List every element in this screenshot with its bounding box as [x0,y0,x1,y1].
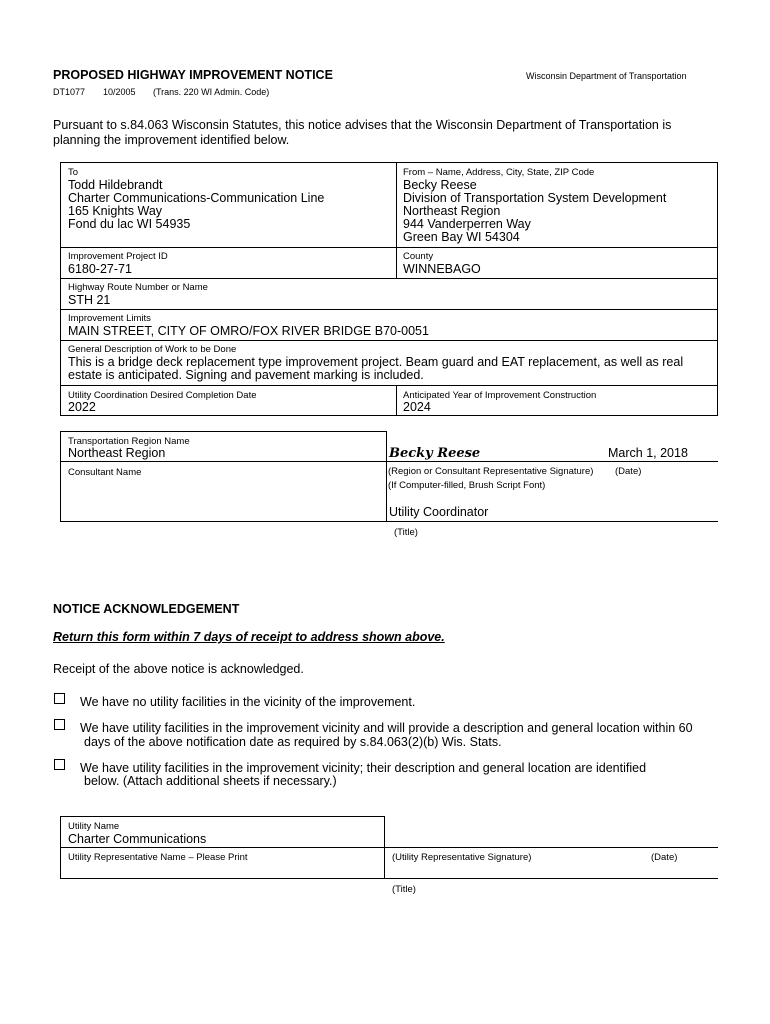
facilities-later-checkbox[interactable] [54,719,65,730]
limits-value: MAIN STREET, CITY OF OMRO/FOX RIVER BRIDGE B70-0051 [68,324,429,338]
signature-date: March 1, 2018 [608,446,688,460]
route-label: Highway Route Number or Name [68,282,208,293]
option-facilities-later-line-1: We have utility facilities in the improvement vicinity and will provide a description and general location within 60 [80,721,693,735]
return-instruction: Return this form within 7 days of receipt to address shown above. [53,630,445,644]
option-no-facilities: We have no utility facilities in the vicinity of the improvement. [80,695,416,709]
utility-date-caption: (Date) [651,852,678,863]
from-street: 944 Vanderperren Way [403,217,531,231]
utility-title-caption: (Title) [392,884,416,895]
from-name: Becky Reese [403,178,477,192]
agency-name: Wisconsin Department of Transportation [526,71,687,81]
description-line-1: This is a bridge deck replacement type improvement project. Beam guard and EAT replacement, as well as real [68,355,684,369]
option-facilities-later-line-2: days of the above notification date as required by s.84.063(2)(b) Wis. Stats. [84,735,502,749]
facilities-below-checkbox[interactable] [54,759,65,770]
form-date: 10/2005 [103,87,136,97]
to-company: Charter Communications-Communication Line [68,191,325,205]
rep-name-label: Utility Representative Name – Please Print [68,852,248,863]
representative-title: Utility Coordinator [389,505,489,519]
utility-name-label: Utility Name [68,821,120,832]
route-value: STH 21 [68,293,111,307]
title-caption: (Title) [394,527,418,538]
to-city: Fond du lac WI 54935 [68,217,191,231]
form-id: DT1077 [53,87,86,97]
form-title: PROPOSED HIGHWAY IMPROVEMENT NOTICE [53,68,333,82]
no-facilities-checkbox[interactable] [54,693,65,704]
region-name-value: Northeast Region [68,446,166,460]
font-note: (If Computer-filled, Brush Script Font) [388,480,546,491]
signature-caption: (Region or Consultant Representative Signature) [388,466,594,477]
option-facilities-below-line-1: We have utility facilities in the improvement vicinity; their description and general location are identified [80,761,647,775]
intro-line-1: Pursuant to s.84.063 Wisconsin Statutes, this notice advises that the Wisconsin Department of Transportation is [53,118,672,132]
region-name-label: Transportation Region Name [68,436,190,447]
form-reference: (Trans. 220 WI Admin. Code) [153,87,270,97]
consultant-name-label: Consultant Name [68,467,142,478]
county-value: WINNEBAGO [403,262,481,276]
to-street: 165 Knights Way [68,204,163,218]
acknowledgement-heading: NOTICE ACKNOWLEDGEMENT [53,602,240,616]
construction-year-label: Anticipated Year of Improvement Construction [403,390,597,401]
date-caption: (Date) [615,466,642,477]
utility-date-value: 2022 [68,400,96,414]
to-label: To [68,167,79,178]
from-division: Division of Transportation System Development [403,191,667,205]
limits-label: Improvement Limits [68,313,151,324]
from-label: From – Name, Address, City, State, ZIP Code [403,167,595,178]
utility-date-label: Utility Coordination Desired Completion Date [68,390,257,401]
region-representative-signature: Becky Reese [389,446,481,461]
utility-name-value: Charter Communications [68,832,207,846]
intro-line-2: planning the improvement identified below. [53,133,290,147]
project-id-label: Improvement Project ID [68,251,168,262]
to-name: Todd Hildebrandt [68,178,163,192]
description-line-2: estate is anticipated. Signing and pavement marking is included. [68,368,424,382]
construction-year-value: 2024 [403,400,431,414]
county-label: County [403,251,434,262]
option-facilities-below-line-2: below. (Attach additional sheets if necessary.) [84,774,337,788]
project-id-value: 6180-27-71 [68,262,132,276]
from-city: Green Bay WI 54304 [403,230,520,244]
receipt-statement: Receipt of the above notice is acknowledged. [53,662,304,676]
rep-signature-caption: (Utility Representative Signature) [392,852,532,863]
description-label: General Description of Work to be Done [68,344,237,355]
from-region: Northeast Region [403,204,501,218]
